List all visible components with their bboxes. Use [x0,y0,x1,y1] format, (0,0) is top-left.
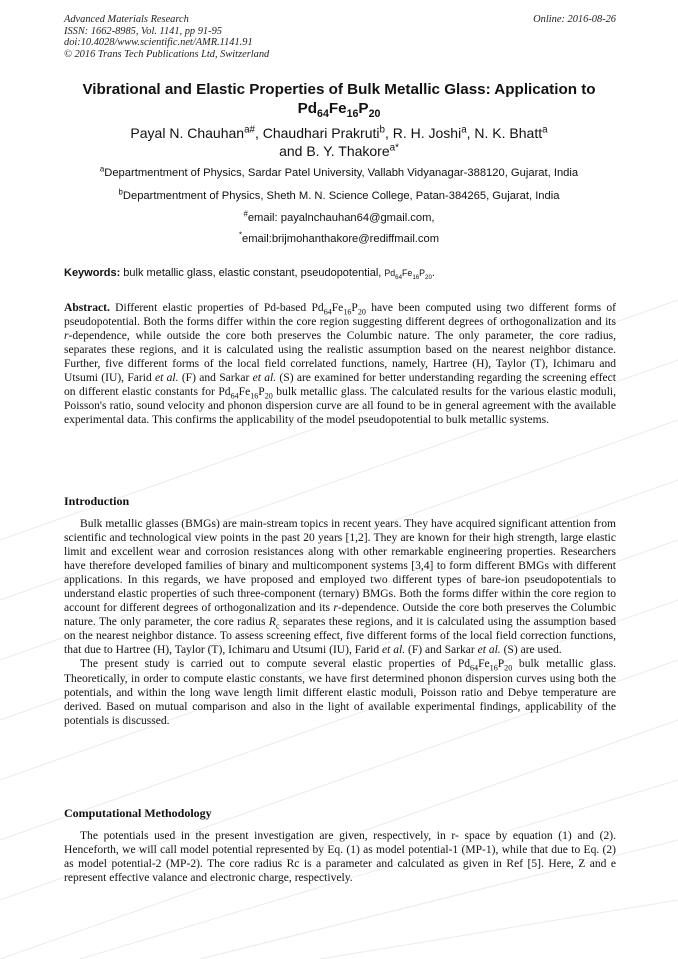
methodology-heading: Computational Methodology [64,806,212,820]
email-2: *email:brijmohanthakore@rediffmail.com [238,230,440,245]
intro-paragraph-2: The present study is carried out to compute several elastic properties of $Pd_{64}Fe_{16}P_{20}$ bulk metallic glass. Theoretically, in order to compute elastic constants, we have first determined phonon dispersion curves using both the potentials, and within the long wave length limit different elastic moduli, Poisson ratio and Debye temperature are derived. Based on mutual comparison and also in the light of available experimental findings, applicability of the potentials is discussed. [64,658,616,727]
author-4: N. K. Bhatt [474,125,543,141]
journal-header [64,14,616,60]
methodology-paragraph-1: The potentials used in the present investigation are given, respectively, in r- space by equation (1) and (2). Henceforth, we will call model potential represented by Eq. (1) as model potential-1 (MP-1), while that due to Eq. (2) as model potential-2 (MP-2). The core radius Rc is a parameter and calculated as given in Ref [5]. Here, Z and e represent effective valance and electronic charge, respectively. [64,830,616,885]
journal-name: Advanced Materials Research [64,14,189,25]
author-list: Payal N. Chauhan$^{a\#}$, Chaudhari Prakruti$^b$, R. H. Joshi$^a$, N. K. Bhatt$^a$ and B. Y. Thakore$^{a*}$ [130,124,548,159]
author-5: B. Y. Thakore [306,143,390,159]
author-1: Payal N. Chauhan [130,125,245,141]
title-formula: $Pd_{64}Fe_{16}P_{20}$ [297,100,381,121]
online-date: Online: 2016-08-26 [533,14,616,25]
keywords: Keywords: bulk metallic glass, elastic constant, pseudopotential, $Pd_{64}Fe_{16}P_{20}$. [64,267,435,281]
journal-doi: doi:10.4028/www.scientific.net/AMR.1141.91 [64,37,253,48]
journal-issn: ISSN: 1662-8985, Vol. 1141, pp 91-95 [64,25,222,37]
title-line-1: Vibrational and Elastic Properties of Bulk Metallic Glass: Application to [82,81,596,98]
affiliation-b: $^b$Departmentment of Physics, Sheth M. N. Science College, Patan-384265, Gujarat, India [118,187,560,202]
abstract: Abstract. Different elastic properties of Pd-based $Pd_{64}Fe_{16}P_{20}$ have been computed using two different forms of pseudopotential. Both the forms differ within the core region suggesting different degrees of orthogonalization and its r-dependence, while outside the core both preserves the Columbic nature. The only parameter, the core radius, separates these regions, and it is calculated using the realistic assumption based on the nearest neighbor distance. Further, five different forms of the local field correlated functions, namely, Hartree (H), Taylor (T), Ichimaru and Utsumi (IU), Farid et al. (F) and Sarkar et al. (S) are examined for better understanding regarding the screening effect on different elastic constants for $Pd_{64}Fe_{16}P_{20}$ bulk metallic glass. The calculated results for the various elastic moduli, Poisson's ratio, sound velocity and phonon dispersion curve are all found to be in general agreement with the available experimental data. This confirms the applicability of the model pseudopotential to bulk metallic systems. [64,302,616,427]
methodology-body [64,829,616,885]
author-2: Chaudhari Prakruti [262,125,380,141]
paper-title [40,80,638,121]
email-1: #email: payalnchauhan64@gmail.com, [243,209,435,224]
intro-paragraph-1: Bulk metallic glasses (BMGs) are main-stream topics in recent years. They have acquired significant attention from scientific and technological view points in the past 20 years [1,2]. They are known for their high strength, large elastic limit and excellent wear and corrosion resistances along with other remarkable engineering properties. Researchers have therefore developed families of binary and multicomponent systems [3,4] to form different BMGs with different applications. In this regards, we have proposed and employed two different types of bare-ion pseudopotentials to understand elastic properties of such three-component (ternary) BMGs. Both the forms differ within the core region to account for different degrees of orthogonalization and its r-dependence. Outside the core both preserves the Columbic nature. The only parameter, the core radius $R_c$ separates these regions, and it is calculated using the assumption based on the nearest neighbor distance. To assess screening effect, five different forms of the local field correction functions, that due to Hartree (H), Taylor (T), Ichimaru and Utsumi (IU), Farid et al. (F) and Sarkar et al. (S) are used. [64,518,617,657]
introduction-body [64,517,616,728]
affiliation-a: $^a$Departmentment of Physics, Sardar Patel University, Vallabh Vidyanagar-388120, Gujarat, India [99,164,579,179]
formula-inline: $Pd_{64}Fe_{16}P_{20}$ [311,302,366,317]
introduction-heading: Introduction [64,494,130,508]
author-3: R. H. Joshi [392,125,462,141]
journal-copyright: © 2016 Trans Tech Publications Ltd, Switzerland [64,48,270,60]
